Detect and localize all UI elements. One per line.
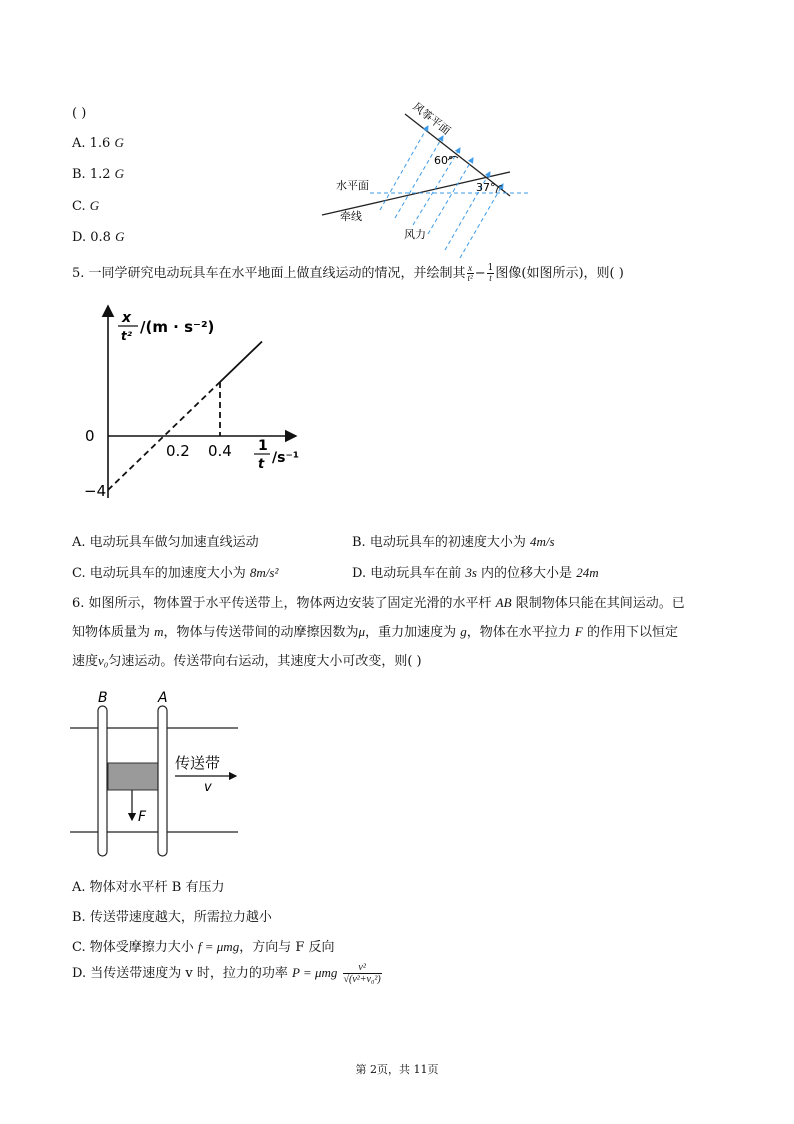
kite-plane-label: 风筝平面 [410,100,453,138]
q6-option-a: A. 物体对水平杆 B 有压力 [72,880,225,895]
q6-stem-line3: 速度v₀匀速运动。传送带向右运动，其速度大小可改变，则( ) [72,653,422,669]
tick-label-02: 0.2 [166,442,190,460]
x-label-num: 1 [258,438,268,454]
y-label-unit: /(m · s⁻²) [140,318,215,336]
label-a: A [158,690,168,706]
q5-option-d: D. 电动玩具车在前 3s 内的位移大小是 24m [352,565,599,581]
q6-option-b: B. 传送带速度越大，所需拉力越小 [72,910,272,925]
horizontal-label: 水平面 [336,179,369,192]
tick-label-04: 0.4 [208,442,232,460]
label-b: B [98,690,108,706]
angle-37-label: 37° [476,181,496,194]
y-label-num: x [122,310,132,326]
page-footer: 第 2页，共 11页 [355,1063,439,1076]
label-f: F [138,809,147,825]
line-segment-solid [220,342,262,383]
q4-option-b: B. 1.2 G [72,166,125,182]
x-label-den: t [258,457,265,472]
q4-option-d: D. 0.8 G [72,229,125,245]
x-label-unit: /s⁻¹ [272,450,299,466]
belt-label: 传送带 [175,754,221,772]
q6-stem-line2: 知物体质量为 m，物体与传送带间的动摩擦因数为μ，重力加速度为 g，物体在水平拉力 F 的作用下以恒定 [72,624,678,640]
q5-option-a: A. 电动玩具车做匀加速直线运动 [72,535,259,550]
object-block [108,763,158,790]
wind-label: 风力 [404,228,426,241]
q5-stem: 5. 一同学研究电动玩具车在水平地面上做直线运动的情况，并绘制其 $\frac{x}{\text{t²}}$ − $\frac{1}{t}$ 图像(如图所示)，则( ) [72,263,624,283]
q5-chart [80,300,310,505]
q6-option-c: C. 物体受摩擦力大小 f = μmg，方向与 F 反向 [72,939,335,955]
q4-bracket: ( ) [72,106,87,121]
rod-a [158,706,167,856]
conveyor-figure [70,688,250,863]
q5-option-c: C. 电动玩具车的加速度大小为 8m/s² [72,565,279,581]
q4-option-a: A. 1.6 G [72,135,124,151]
y-label-den: t² [121,329,132,343]
q6-stem-line1: 6. 如图所示，物体置于水平传送带上，物体两边安装了固定光滑的水平杆 AB 限制物体只能在其间运动。已 [72,595,685,611]
intercept-label: −4 [84,482,107,500]
rod-b [98,706,107,856]
label-v: v [204,780,212,795]
q6-option-d: D. 当传送带速度为 v 时，拉力的功率 P = μmg $\frac{\text{v²}}{\text{√(v²+v₀²)}}$ [72,962,381,985]
q4-option-c: C. G [72,198,100,214]
string-label: 牵线 [340,210,362,223]
kite-figure [310,100,540,260]
angle-60-label: 60° [434,154,454,167]
origin-label: 0 [85,427,95,445]
q5-option-b: B. 电动玩具车的初速度大小为 4m/s [352,534,555,550]
